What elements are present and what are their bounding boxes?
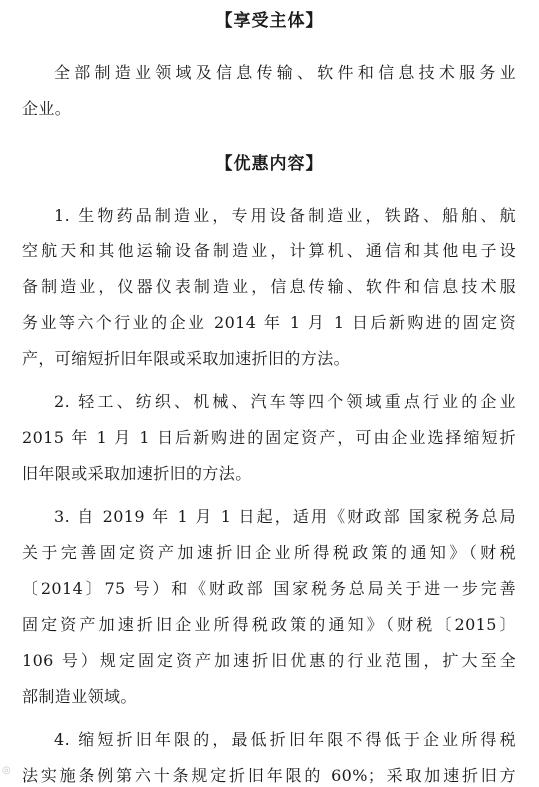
content-line-5: 产，可缩短折旧年限或采取加速折旧的方法。 [22,349,351,368]
watermark-icon: ◎ [2,765,11,776]
content-line-6: 2. 轻工、纺织、机械、汽车等四个领域重点行业的企业 [54,392,516,411]
content-line-7: 2015 年 1 月 1 日后新购进的固定资产，可由企业选择缩短折 [22,428,516,447]
heading-preferential-content: 【优惠内容】 [215,154,324,174]
content-line-8: 旧年限或采取加速折旧的方法。 [22,464,252,483]
content-line-16: 法实施条例第六十条规定折旧年限的 60%；采取加速折旧方 [22,766,516,785]
beneficiary-line-1: 全部制造业领域及信息传输、软件和信息技术服务业 [54,63,516,82]
content-line-2: 空航天和其他运输设备制造业，计算机、通信和其他电子设 [22,241,516,260]
content-line-10: 关于完善固定资产加速折旧企业所得税政策的通知》（财税 [22,543,516,562]
content-line-9: 3. 自 2019 年 1 月 1 日起，适用《财政部 国家税务总局 [54,507,516,526]
content-line-4: 务业等六个行业的企业 2014 年 1 月 1 日后新购进的固定资 [22,313,516,332]
content-line-3: 备制造业，仪器仪表制造业，信息传输、软件和信息技术服 [22,277,516,296]
content-line-15: 4. 缩短折旧年限的，最低折旧年限不得低于企业所得税 [54,730,516,749]
content-line-13: 106 号）规定固定资产加速折旧优惠的行业范围，扩大至全 [22,651,516,670]
beneficiary-line-2: 企业。 [22,99,72,118]
content-line-1: 1. 生物药品制造业，专用设备制造业，铁路、船舶、航 [54,206,516,225]
content-line-14: 部制造业领域。 [22,687,137,706]
heading-beneficiary: 【享受主体】 [215,11,324,31]
content-line-12: 固定资产加速折旧企业所得税政策的通知》（财税〔2015〕 [22,615,516,634]
content-line-11: 〔2014〕75 号）和《财政部 国家税务总局关于进一步完善 [22,579,516,598]
